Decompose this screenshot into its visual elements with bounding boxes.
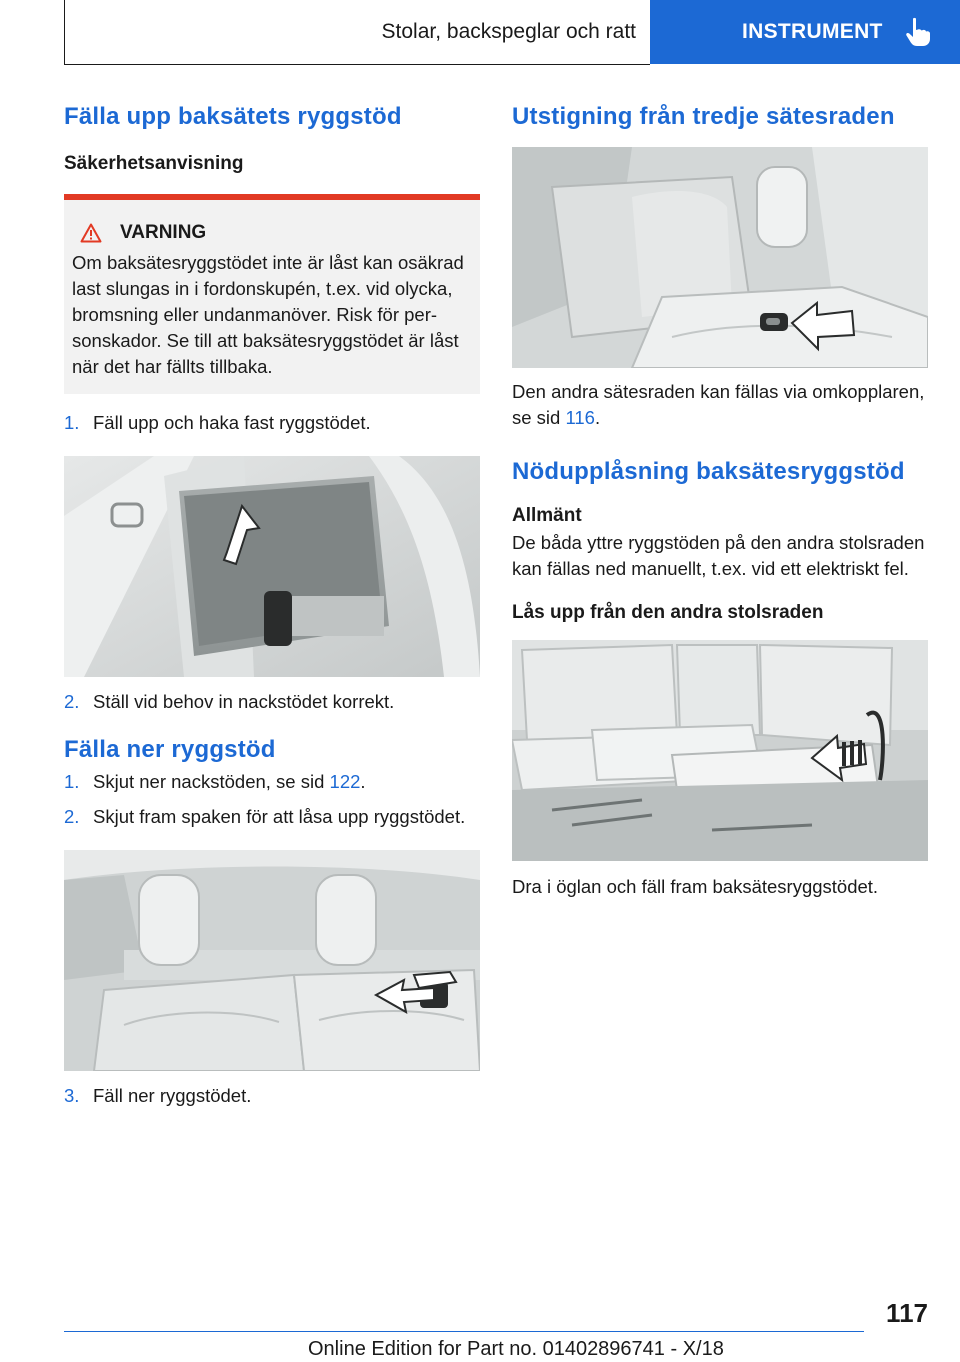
step-text: Skjut fram spaken för att låsa upp ryggstödet.	[93, 806, 466, 827]
page-link-116[interactable]: 116	[565, 407, 595, 428]
figure-fold-backrest	[64, 850, 480, 1071]
safety-heading: Säkerhetsanvisning	[64, 153, 244, 174]
step-text: Fäll ner ryggstödet.	[93, 1085, 252, 1106]
section-title-raise-backrest: Fälla upp baksätets ryggstöd	[64, 103, 402, 130]
warning-triangle-icon	[80, 223, 102, 243]
step-item	[64, 1083, 480, 1109]
section-title-fold-backrest: Fälla ner ryggstöd	[64, 736, 276, 763]
subheading-general: Allmänt	[512, 505, 582, 526]
step-number: 3.	[64, 1085, 80, 1106]
step-number: 2.	[64, 806, 80, 827]
step-item	[64, 689, 480, 715]
step-number: 2.	[64, 691, 80, 712]
step-item	[64, 410, 480, 436]
figure-exit-third-row-illustration	[512, 147, 928, 368]
left-column	[64, 100, 480, 1109]
header-section-title: Stolar, backspeglar och ratt	[381, 20, 636, 43]
figure-unlock-second-row-illustration	[512, 640, 928, 861]
figure-raise-backrest	[64, 456, 480, 677]
paragraph-text-part: Den andra sätesraden kan fällas via omkopplaren, se sid	[512, 381, 925, 428]
page-link-122[interactable]: 122	[329, 771, 361, 792]
step-text-part: Skjut ner nackstöden, se sid	[93, 771, 330, 792]
warning-text: Om baksätesryggstödet inte är låst kan osäkrad last slungas in i fordonskupén, t.ex. vid olycka, bromsning eller undanmanöver. Risk för personskador. Se till att baksätesryggstödet är låst när det har fällts tillbaka.	[72, 252, 464, 377]
pointing-hand-icon	[905, 17, 931, 47]
paragraph-switch-reference	[512, 379, 928, 431]
warning-header	[72, 220, 472, 246]
page-number: 117	[886, 1298, 928, 1328]
step-text-part: .	[360, 771, 366, 792]
step-item	[64, 769, 480, 795]
header-chapter-label: INSTRUMENT	[742, 20, 883, 43]
step-text: Ställ vid behov in nackstödet korrekt.	[93, 691, 395, 712]
section-title-emergency-release: Nödupplåsning baksätesryggstöd	[512, 458, 905, 485]
footer-edition: Online Edition for Part no. 01402896741 - X/18	[308, 1338, 724, 1360]
step-number: 1.	[64, 412, 80, 433]
warning-label: VARNING	[120, 222, 207, 243]
step-text	[93, 769, 366, 795]
figure-unlock-second-row	[512, 640, 928, 861]
figure-raise-backrest-illustration	[64, 456, 480, 677]
section-title-exit-third-row: Utstigning från tredje sätesraden	[512, 103, 895, 130]
step-number: 1.	[64, 771, 80, 792]
paragraph-general: De båda yttre ryggstöden på den andra stolsraden kan fällas ned manuellt, t.ex. vid ett elektriskt fel.	[512, 532, 925, 579]
step-text: Fäll upp och haka fast ryggstödet.	[93, 412, 371, 433]
footer-rule	[64, 1331, 864, 1332]
figure-fold-backrest-illustration	[64, 850, 480, 1071]
step-item	[64, 804, 480, 830]
subheading-unlock-second-row: Lås upp från den andra stolsraden	[512, 602, 824, 623]
figure-exit-third-row	[512, 147, 928, 368]
warning-box	[64, 194, 480, 394]
header-rule-bottom	[64, 64, 650, 65]
header-chapter-tab[interactable]	[650, 0, 960, 64]
paragraph-text-part: .	[594, 407, 601, 428]
paragraph-pull-loop: Dra i öglan och fäll fram baksätesryggstödet.	[512, 876, 879, 897]
right-column	[512, 100, 928, 900]
